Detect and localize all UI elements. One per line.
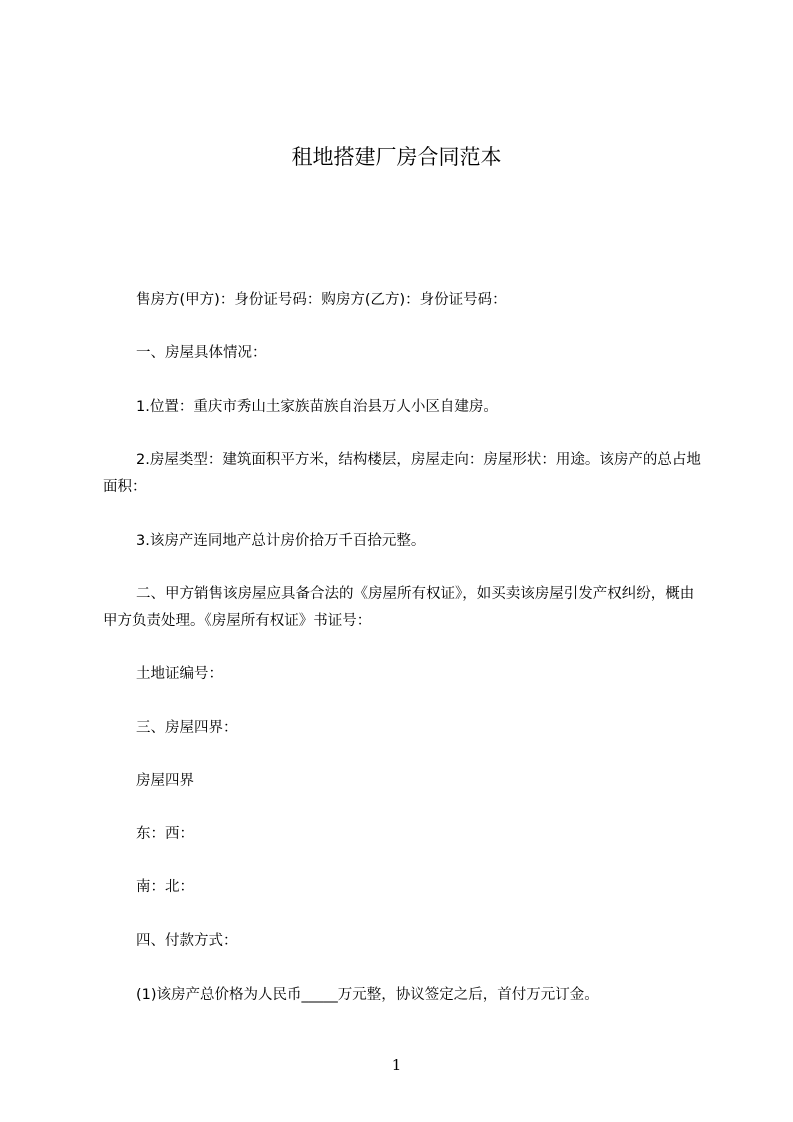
- paragraph-land-certificate: 土地证编号：: [136, 666, 223, 682]
- paragraph-section-2: 二、甲方销售该房屋应具备合法的《房屋所有权证》，如买卖该房屋引发产权纠纷，概由甲方负责处理。《房屋所有权证》书证号：: [103, 586, 695, 629]
- paragraph-parties: 售房方(甲方)：身份证号码：购房方(乙方)：身份证号码：: [136, 292, 507, 308]
- paragraph-house-type: 2.房屋类型：建筑面积平方米，结构楼层，房屋走向：房屋形状：用途。该房产的总占地面积：: [103, 452, 701, 495]
- paragraph-boundaries: 房屋四界: [136, 773, 194, 789]
- paragraph-total-price: 3.该房产连同地产总计房价拾万千百拾元整。: [136, 533, 426, 549]
- paragraph-location: 1.位置：重庆市秀山土家族苗族自治县万人小区自建房。: [136, 399, 498, 415]
- paragraph-payment-1: (1)该房产总价格为人民币_____万元整，协议签定之后，首付万元订金。: [136, 987, 599, 1003]
- paragraph-section-1-heading: 一、房屋具体情况：: [136, 345, 267, 361]
- paragraph-section-4-heading: 四、付款方式：: [136, 933, 238, 949]
- page-number: 1: [391, 1056, 402, 1074]
- document-title: 租地搭建厂房合同范本: [291, 145, 502, 169]
- paragraph-section-3-heading: 三、房屋四界：: [136, 720, 238, 736]
- paragraph-east-west: 东：西：: [136, 826, 194, 842]
- paragraph-south-north: 南：北：: [136, 879, 194, 895]
